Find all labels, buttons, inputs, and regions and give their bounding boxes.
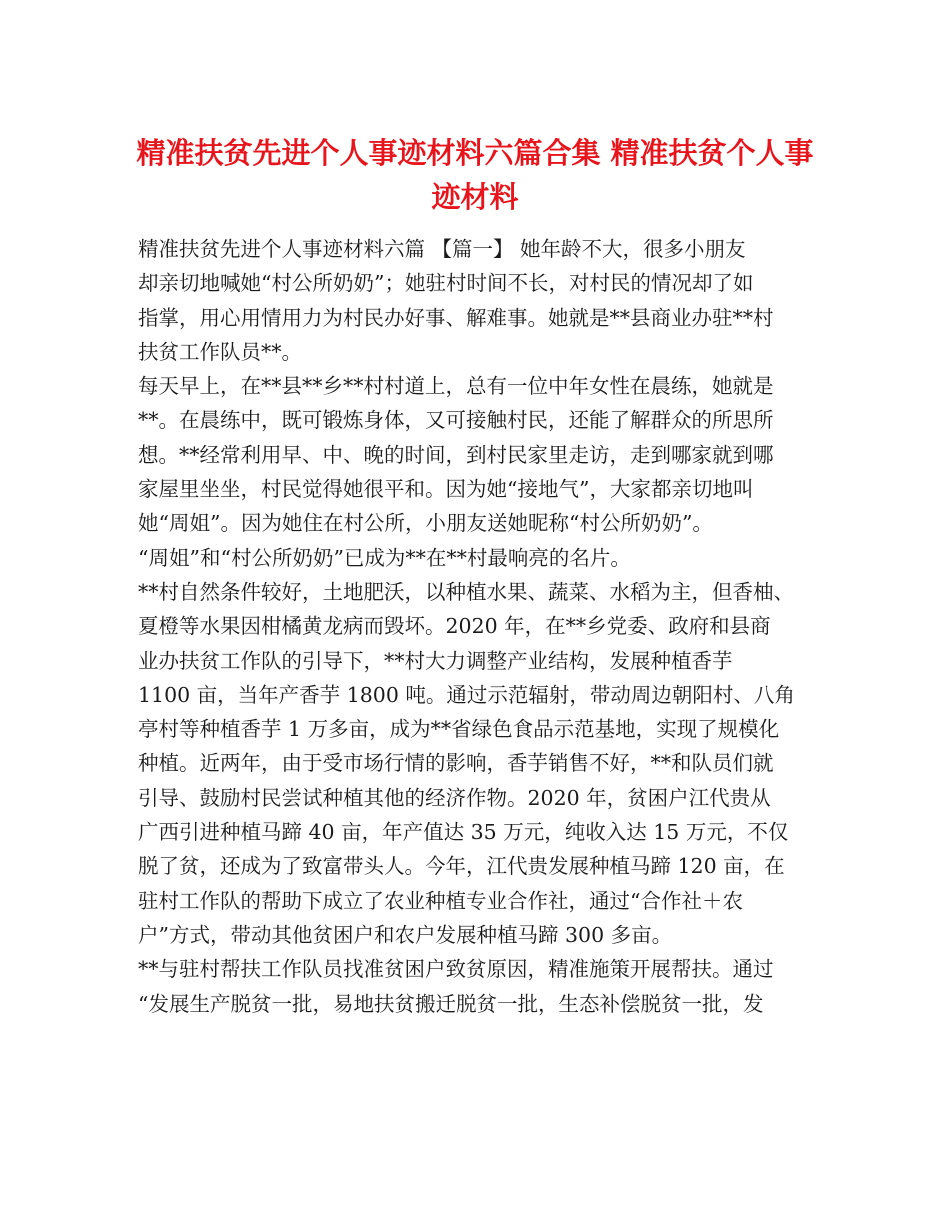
body-line: 引导、鼓励村民尝试种植其他的经济作物。2020 年，贫困户江代贵从 [138,785,771,810]
body-line: “周姐”和“村公所奶奶”已成为**在**村最响亮的名片。 [138,545,631,570]
body-line: 每天早上，在**县**乡**村村道上，总有一位中年女性在晨练，她就是 [138,374,774,399]
body-line: **村自然条件较好，土地肥沃，以种植水果、蔬菜、水稻为主，但香柚、 [138,579,794,604]
document-title-line-2: 迹材料 [431,180,519,214]
body-line: 她“周姐”。因为她住在村公所，小朋友送她昵称“村公所奶奶”。 [138,511,713,536]
body-line: 广西引进种植马蹄 40 亩，年产值达 35 万元，纯收入达 15 万元，不仅 [138,820,789,845]
body-line: 精准扶贫先进个人事迹材料六篇 【篇一】 她年龄不大，很多小朋友 [138,237,746,261]
body-line: 业办扶贫工作队的引导下，**村大力调整产业结构，发展种植香芋 [138,648,733,673]
body-line: 1100 亩，当年产香芋 1800 吨。通过示范辐射，带动周边朝阳村、八角 [138,682,795,707]
body-line: 夏橙等水果因柑橘黄龙病而毁坏。2020 年，在**乡党委、政府和县商 [138,614,771,639]
body-line: **。在晨练中，既可锻炼身体，又可接触村民，还能了解群众的所思所 [138,408,774,433]
body-line: 种植。近两年，由于受市场行情的影响，香芋销售不好，**和队员们就 [138,751,774,776]
body-line: 却亲切地喊她“村公所奶奶”；她驻村时间不长，对村民的情况却了如 [138,271,754,296]
body-line: 扶贫工作队员**。 [138,339,302,364]
body-line: 驻村工作队的帮助下成立了农业种植专业合作社，通过“合作社＋农 [138,888,743,913]
body-line: 想。**经常利用早、中、晚的时间，到村民家里走访，走到哪家就到哪 [138,442,774,467]
body-line: **与驻村帮扶工作队员找准贫困户致贫原因，精准施策开展帮扶。通过 [138,957,774,982]
document-title-line-1: 精准扶贫先进个人事迹材料六篇合集 精准扶贫个人事 [136,136,814,170]
body-line: 亭村等种植香芋 1 万多亩，成为**省绿色食品示范基地，实现了规模化 [138,717,780,742]
body-line: 脱了贫，还成为了致富带头人。今年，江代贵发展种植马蹄 120 亩，在 [138,854,785,879]
body-line: “发展生产脱贫一批，易地扶贫搬迁脱贫一批，生态补偿脱贫一批，发 [138,991,764,1016]
body-line: 家屋里坐坐，村民觉得她很平和。因为她“接地气”，大家都亲切地叫 [138,477,754,502]
document-body [138,232,828,1021]
body-line: 户”方式，带动其他贫困户和农户发展种植马蹄 300 多亩。 [138,922,673,947]
body-line: 指掌，用心用情用力为村民办好事、解难事。她就是**县商业办驻**村 [138,305,774,330]
